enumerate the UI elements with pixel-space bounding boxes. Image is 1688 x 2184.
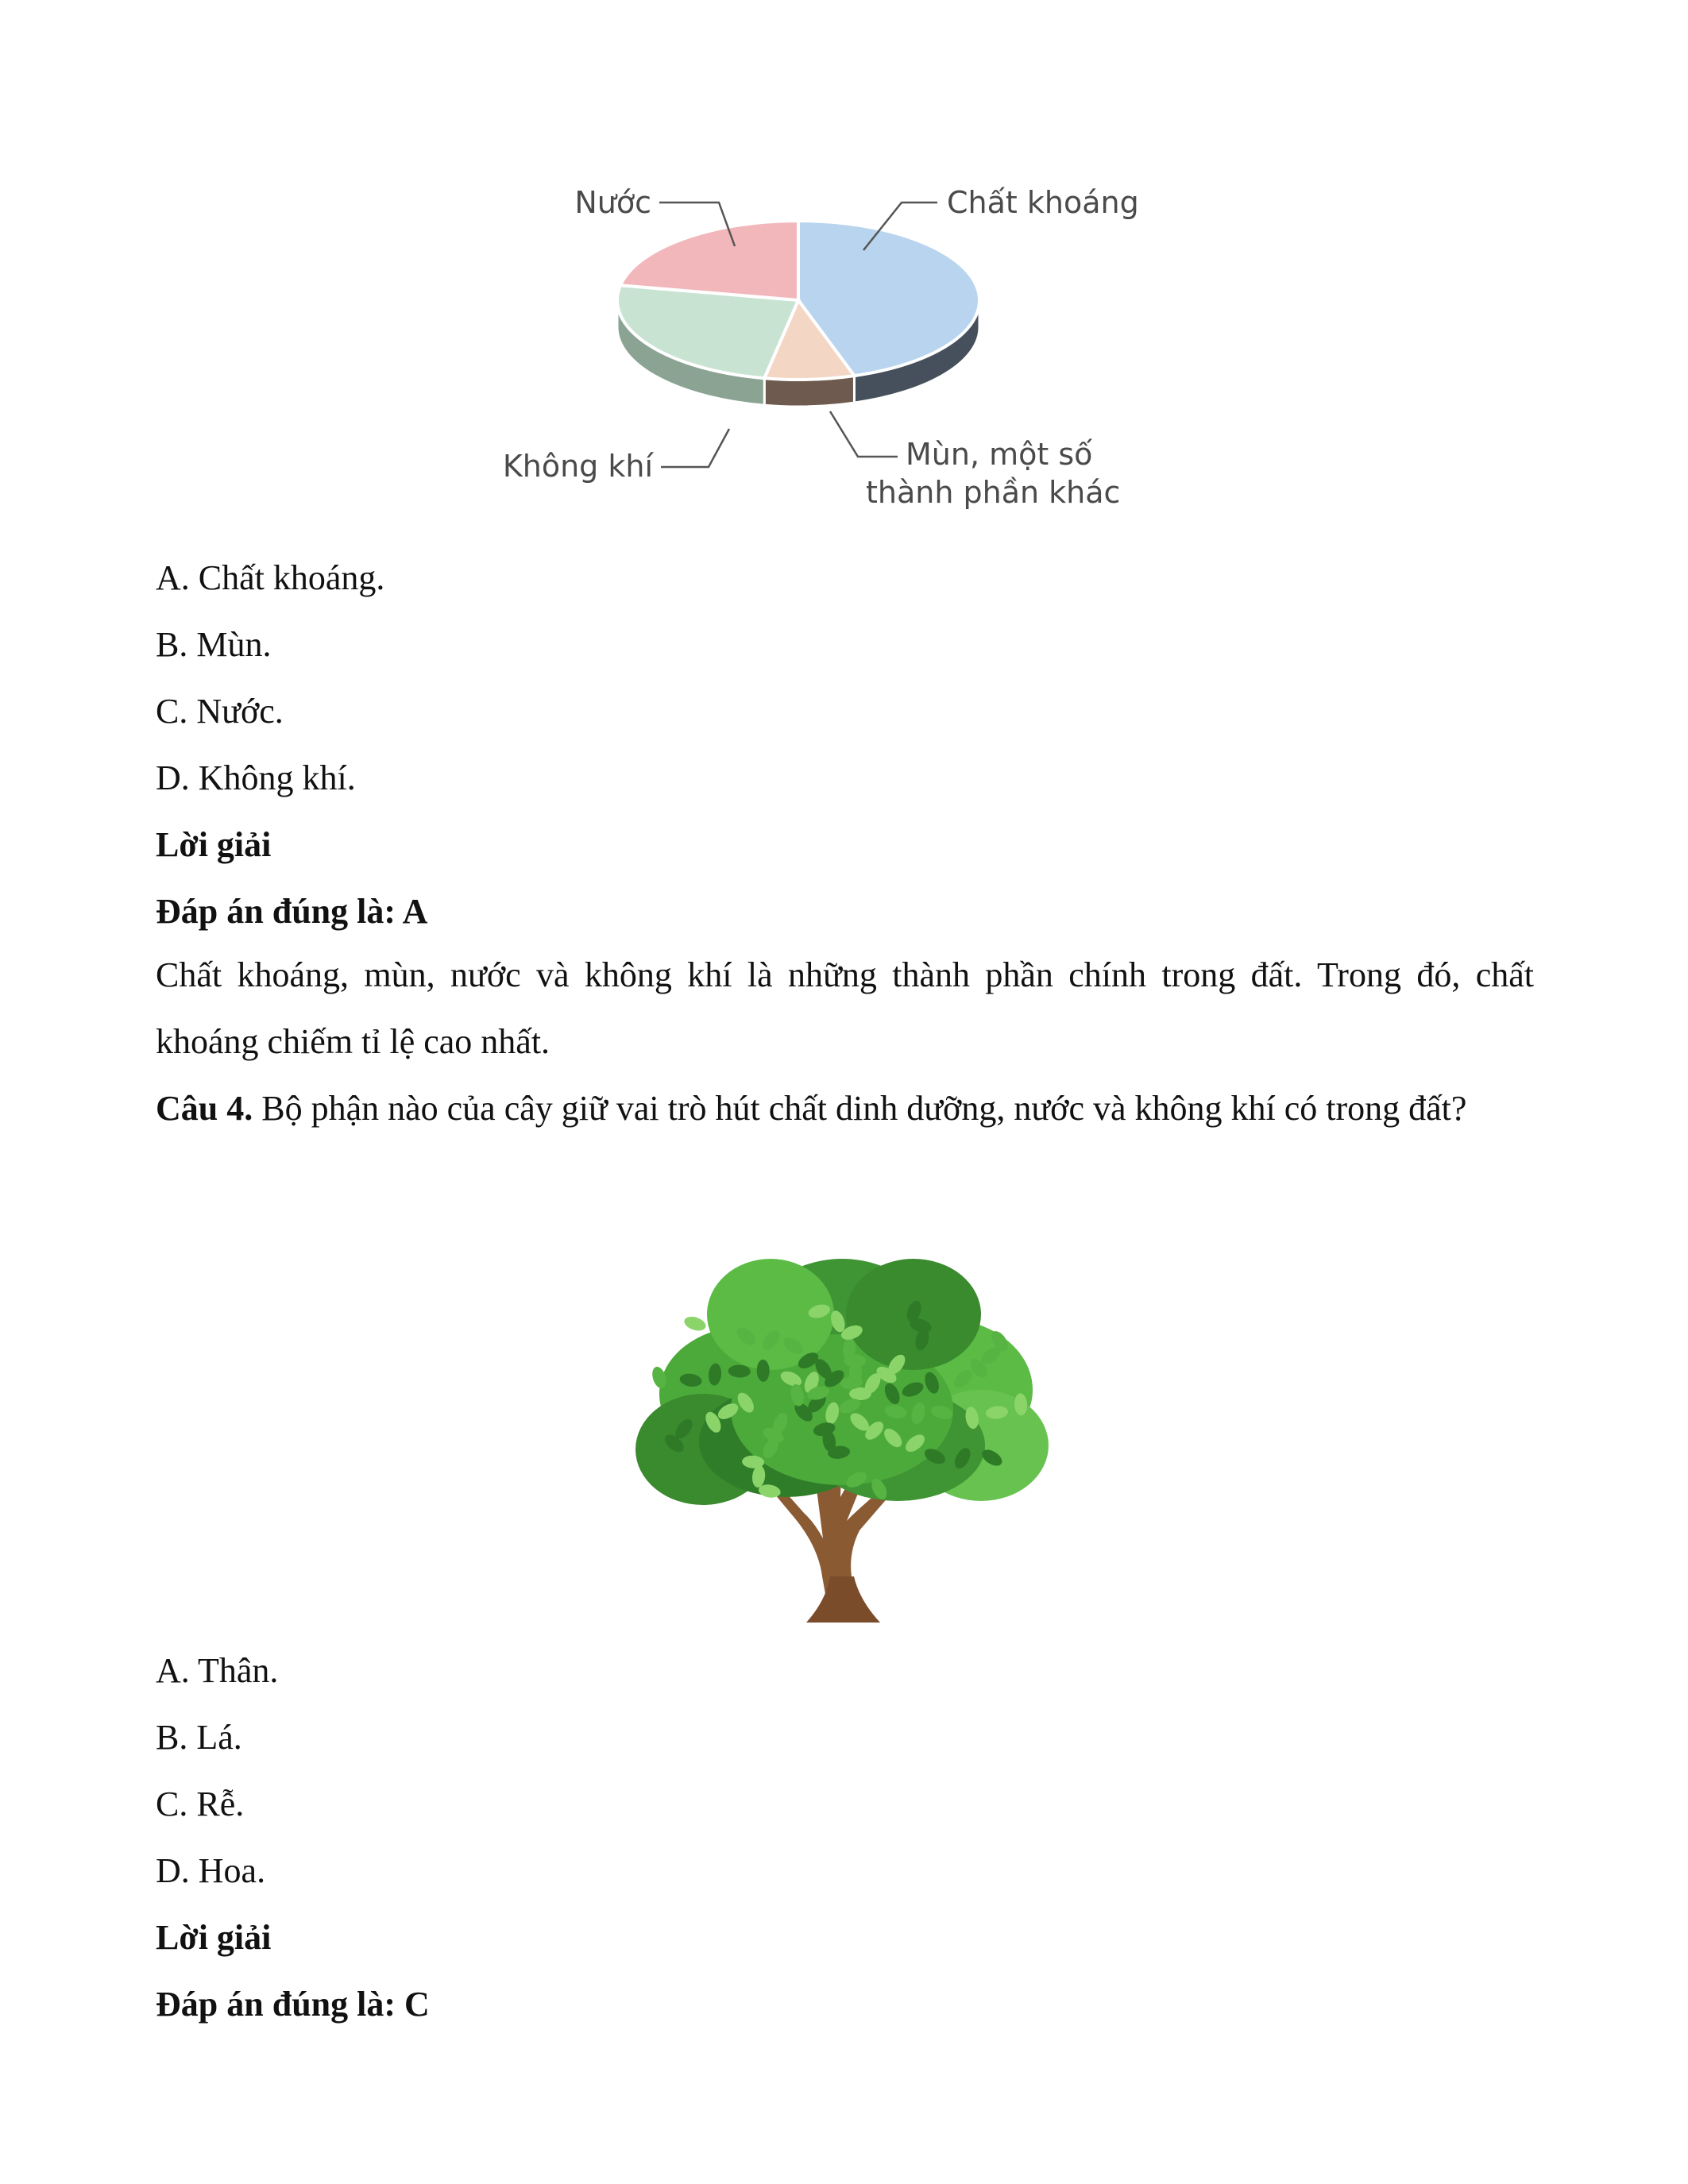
tree-canopy <box>635 1259 1049 1505</box>
pie-label-mun-line1: Mùn, một số <box>906 437 1093 472</box>
leader-line-mun <box>830 411 898 457</box>
q3-solution-heading: Lời giải <box>156 825 272 864</box>
q4-text: Bộ phận nào của cây giữ vai trò hút chất dinh dưỡng, nước và không khí có trong đất? <box>253 1089 1467 1128</box>
q3-answer: Đáp án đúng là: A <box>156 892 428 931</box>
q3-option-b: B. Mùn. <box>156 625 272 664</box>
q4-answer: Đáp án đúng là: C <box>156 1985 430 2024</box>
leader-line-khong-khi <box>661 429 729 467</box>
leaf <box>682 1314 708 1333</box>
q4-question <box>156 1075 1534 1142</box>
slice-nuoc-top <box>620 221 798 300</box>
q4-label: Câu 4. <box>156 1089 253 1128</box>
q4-option-c: C. Rễ. <box>156 1785 245 1823</box>
soil-composition-pie-chart <box>477 159 1192 532</box>
q4-option-a: A. Thân. <box>156 1651 279 1690</box>
pie-label-nuoc: Nước <box>574 185 651 220</box>
pie-label-khong-khi: Không khí <box>502 449 653 484</box>
q4-option-b: B. Lá. <box>156 1718 242 1757</box>
pie-label-mun-line2: thành phần khác <box>866 475 1121 510</box>
tree-icon <box>628 1227 1056 1624</box>
q3-explanation: Chất khoáng, mùn, nước và không khí là những thành phần chính trong đất. Trong đó, chất khoáng chiếm tỉ lệ cao nhất. <box>156 955 1534 1061</box>
q4-option-d: D. Hoa. <box>156 1851 266 1890</box>
tree-root-flare <box>806 1576 880 1623</box>
q3-option-c: C. Nước. <box>156 692 284 731</box>
q3-option-d: D. Không khí. <box>156 758 356 797</box>
pie-label-chat-khoang: Chất khoáng <box>947 185 1139 220</box>
q3-option-a: A. Chất khoáng. <box>156 558 385 597</box>
pie-top-face <box>617 221 979 380</box>
q4-solution-heading: Lời giải <box>156 1918 272 1957</box>
